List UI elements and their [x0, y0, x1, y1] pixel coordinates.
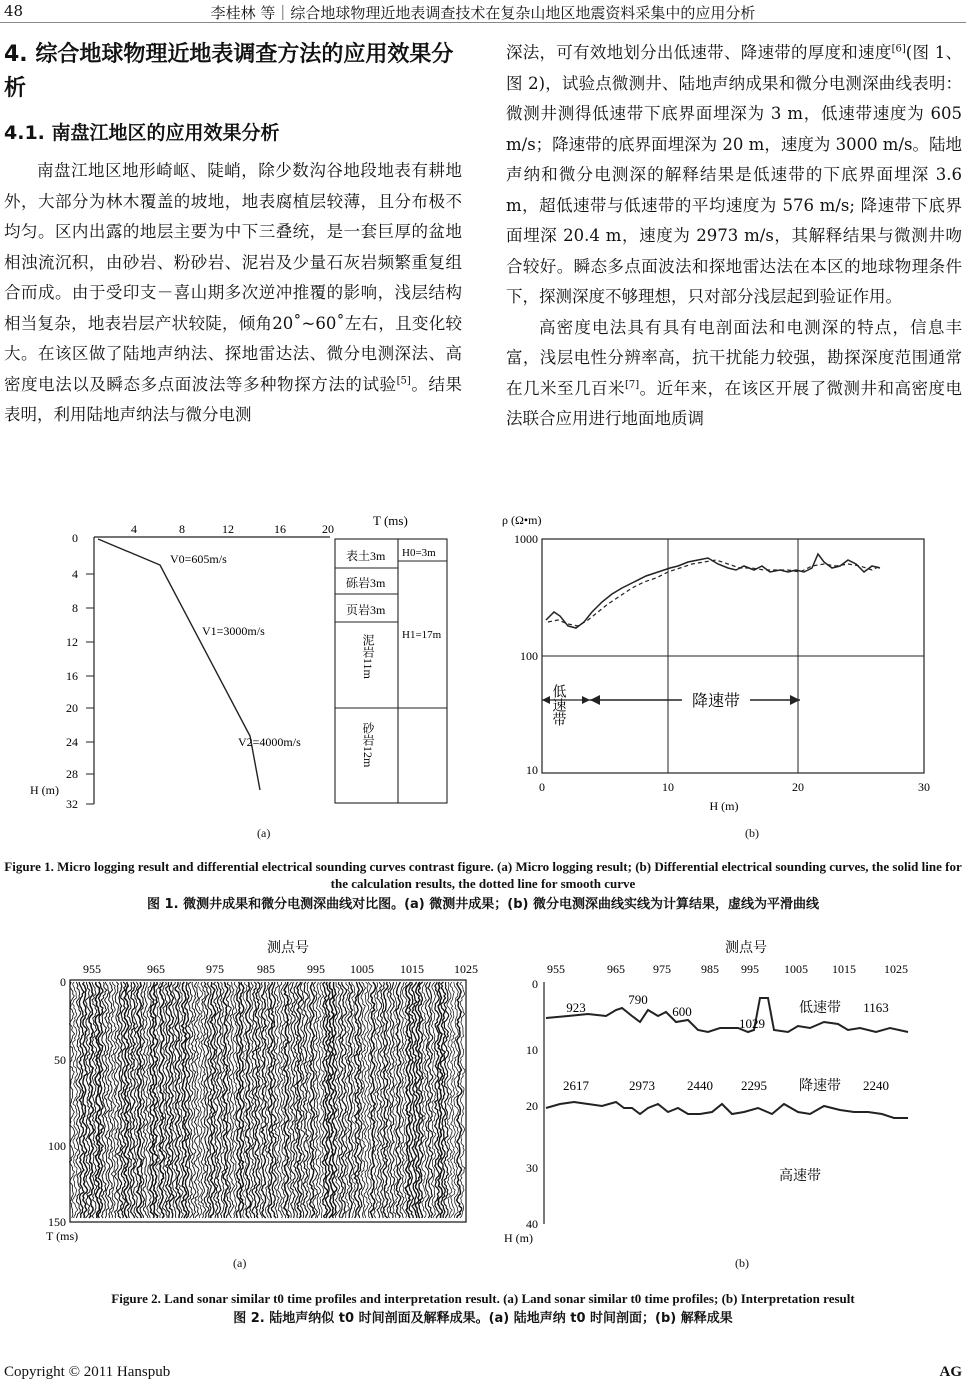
fig1b-y-tick: 100 [520, 649, 538, 663]
fig1b-smooth-curve [548, 560, 880, 626]
fig1a-v0-label: V0=605m/s [170, 552, 227, 566]
figure1a-micro-logging [28, 508, 458, 810]
seismic-trace [83, 982, 88, 1218]
fig2a-x-tick: 975 [206, 962, 224, 976]
fig1b-y-axis-label: ρ (Ω•m) [502, 513, 542, 527]
fig2b-lower-value: 2240 [863, 1078, 889, 1093]
fig2b-zone-high: 高速带 [779, 1169, 821, 1184]
figure2-caption-cn: 图 2. 陆地声纳似 t0 时间剖面及解释成果。(a) 陆地声纳 t0 时间剖面；(b) 解释成果 [233, 1311, 733, 1326]
fig2a-y-tick: 0 [60, 975, 66, 989]
figure2b-interpretation [498, 936, 942, 1248]
fig2b-x-tick: 955 [547, 962, 565, 976]
right-p2-body: 高密度电法具有具有电剖面法和电测深的特点，信息丰富，浅层电性分辨率高，抗干扰能力较强，勘探深度范围通常在几米至几百米 [506, 317, 962, 398]
figure1b-sounding-curves [498, 508, 942, 816]
citation-6: [6] [891, 43, 906, 55]
fig2b-x-tick: 975 [653, 962, 671, 976]
seismic-trace [165, 982, 170, 1218]
fig1a-v2-label: V2=4000m/s [238, 735, 301, 749]
fig1a-h-tick: 24 [66, 735, 78, 749]
fig1b-x-tick: 0 [539, 780, 545, 794]
right-p2-tail: 。近年来，在该区开展了微测井和高密度电法联合应用进行地面地质调 [506, 378, 963, 428]
seismic-trace [150, 982, 155, 1218]
fig2a-seismic-traces [69, 982, 465, 1218]
fig2a-label: (a) [233, 1256, 247, 1270]
left-paragraph [4, 156, 462, 431]
fig1a-h-tick: 20 [66, 701, 78, 715]
fig1b-x-tick: 20 [792, 780, 804, 794]
fig1b-label: (b) [745, 826, 759, 840]
fig2b-x-tick: 965 [607, 962, 625, 976]
fig1a-layer-mudstone: 泥岩11m [361, 634, 375, 679]
fig1a-velocity-curve [98, 539, 260, 790]
fig1a-t-ticks [131, 522, 334, 536]
figure1-caption-cn: 图 1. 微测井成果和微分电测深曲线对比图。(a) 微测井成果；(b) 微分电测深曲线实线为计算结果，虚线为平滑曲线 [147, 897, 819, 912]
fig1a-h-ticks [66, 531, 94, 810]
section-title: 4. 综合地球物理近地表调查方法的应用效果分析 [4, 42, 454, 101]
running-header [0, 0, 966, 23]
fig1b-x-axis-label: H (m) [709, 799, 739, 813]
fig1a-h-tick: 32 [66, 797, 78, 810]
fig1b-reduce-zone: 降速带 [691, 693, 741, 710]
fig2a-top-title: 测点号 [267, 941, 309, 956]
fig2a-x-tick: 1015 [400, 962, 424, 976]
fig1a-h-tick: 4 [72, 567, 78, 581]
figure2a-sonar-profile [40, 936, 486, 1248]
fig1a-h0: H0=3m [402, 547, 436, 559]
figure2-caption-en: Figure 2. Land sonar similar t0 time profiles and interpretation result. (a) Land sonar similar t0 time profiles; (b) Interpretation result [111, 1291, 855, 1306]
fig1a-h-axis-label: H (m) [30, 783, 59, 797]
fig2b-reduce-velocity-boundary [546, 1102, 908, 1118]
fig2b-zone-low: 低速带 [799, 1001, 841, 1016]
citation-5: [5] [396, 375, 411, 386]
fig1b-y-tick: 1000 [514, 532, 538, 546]
fig1a-layer-shale: 页岩3m [346, 603, 386, 617]
fig2b-upper-value: 600 [672, 1004, 692, 1019]
seismic-trace [348, 982, 353, 1218]
fig2b-y-tick: 20 [526, 1099, 538, 1113]
fig1a-h-tick: 28 [66, 767, 78, 781]
fig1b-x-tick: 30 [918, 780, 930, 794]
seismic-trace [406, 982, 411, 1218]
right-paragraph-1 [506, 38, 962, 313]
page-number: 48 [4, 2, 24, 20]
fig2a-x-ticks [83, 962, 478, 976]
fig1a-label: (a) [257, 826, 271, 840]
fig2b-x-tick: 1015 [832, 962, 856, 976]
fig2a-y-tick: 50 [54, 1053, 66, 1067]
page-footer [4, 1364, 962, 1381]
fig2a-x-tick: 1025 [454, 962, 478, 976]
fig2b-upper-value: 923 [566, 1000, 586, 1015]
fig1a-h-tick: 0 [72, 531, 78, 545]
fig1a-layer-conglomerate: 砾岩3m [346, 576, 386, 590]
fig1b-x-tick: 10 [662, 780, 674, 794]
fig2a-x-tick: 1005 [350, 962, 374, 976]
journal-abbrev: AG [939, 1364, 962, 1380]
fig1a-t-tick: 16 [274, 522, 286, 536]
fig2b-lower-value: 2295 [741, 1078, 767, 1093]
fig1a-layer-sandstone: 砂岩12m [361, 722, 375, 768]
running-title: 李桂林 等｜综合地球物理近地表调查技术在复杂山地区地震资料采集中的应用分析 [210, 4, 756, 22]
fig2b-y-axis-label: H (m) [504, 1231, 533, 1245]
subsection-title: 4.1. 南盘江地区的应用效果分析 [4, 122, 280, 144]
fig2b-upper-value: 790 [628, 992, 648, 1007]
fig1a-t-tick: 8 [179, 522, 185, 536]
fig2a-x-tick: 995 [307, 962, 325, 976]
right-column [506, 38, 962, 435]
fig1a-h-tick: 8 [72, 601, 78, 615]
fig1a-t-tick: 4 [131, 522, 137, 536]
fig2a-y-tick: 100 [48, 1139, 66, 1153]
copyright: Copyright © 2011 Hanspub [4, 1364, 171, 1380]
fig1a-h-tick: 12 [66, 635, 78, 649]
fig2b-y-tick: 40 [526, 1217, 538, 1231]
right-paragraph-2 [506, 313, 962, 435]
fig2b-top-title: 测点号 [725, 941, 767, 956]
fig1a-t-tick: 20 [322, 522, 334, 536]
fig1a-v1-label: V1=3000m/s [202, 624, 265, 638]
fig2b-lower-value: 2440 [687, 1078, 713, 1093]
fig1a-h1: H1=17m [402, 629, 442, 641]
fig2b-x-tick: 1025 [884, 962, 908, 976]
left-paragraph-body: 南盘江地区地形崎岖、陡峭，除少数沟谷地段地表有耕地外，大部分为林木覆盖的坡地，地表腐植层较薄，且分布极不均匀。区内出露的地层主要为中下三叠统，是一套巨厚的盆地相浊流沉积，由砂岩、粉砂岩、泥岩及少量石灰岩频繁重复组合而成。由于受印支－喜山期多次逆冲推覆的影响，浅层结构相当复杂，地表岩层产状较陡，倾角20˚~60˚左右，且变化较大。在该区做了陆地声纳法、探地雷达法、微分电测深法、高密度电法以及瞬态多点面波法等多种物探方法的试验 [4, 161, 462, 394]
fig1a-t-axis-label: T (ms) [373, 513, 408, 528]
seismic-trace [460, 982, 465, 1218]
fig1b-low-zone: 低速带 [550, 684, 566, 726]
fig2b-x-ticks [547, 962, 908, 976]
fig2a-x-tick: 955 [83, 962, 101, 976]
fig2b-x-tick: 985 [701, 962, 719, 976]
fig2b-upper-value: 1163 [863, 1000, 889, 1015]
fig2b-y-tick: 30 [526, 1161, 538, 1175]
fig2b-lower-value: 2973 [629, 1078, 655, 1093]
fig2b-y-tick: 0 [532, 977, 538, 991]
fig1a-h-tick: 16 [66, 669, 78, 683]
fig2b-low-velocity-boundary [546, 998, 908, 1032]
fig1b-y-tick: 10 [526, 763, 538, 777]
fig2a-y-axis-label: T (ms) [46, 1229, 79, 1243]
fig2b-lower-value: 2617 [563, 1078, 589, 1093]
fig2b-x-tick: 995 [741, 962, 759, 976]
citation-7: [7] [624, 379, 640, 390]
fig2a-x-tick: 985 [257, 962, 275, 976]
right-p1-body: 深法，可有效地划分出低速带、降速带的厚度和速度 [506, 43, 892, 62]
fig2a-y-tick: 150 [48, 1215, 66, 1229]
fig2a-x-tick: 965 [147, 962, 165, 976]
left-column [4, 38, 462, 431]
fig2b-upper-value: 1029 [739, 1016, 765, 1031]
fig2b-x-tick: 1005 [784, 962, 808, 976]
seismic-trace [73, 982, 78, 1218]
seismic-trace [274, 982, 279, 1218]
left-paragraph-tail: 。结果表明，利用陆地声纳法与微分电测 [4, 374, 463, 424]
fig2b-label: (b) [735, 1256, 749, 1270]
figure1-caption-en: Figure 1. Micro logging result and differential electrical sounding curves contrast figure. (a) Micro logging result; (b) Differential electrical sounding curves, the solid line for the calculation results, the dotted line for smooth curve [4, 859, 962, 891]
fig1a-layer-topsoil: 表土3m [346, 549, 386, 563]
fig1a-t-tick: 12 [222, 522, 234, 536]
fig2b-y-tick: 10 [526, 1043, 538, 1057]
right-p1-tail: (图 1、图 2)，试验点微测井、陆地声纳成果和微分电测深曲线表明：微测井测得低速带下底界面埋深为 3 m，低速带速度为 605 m/s；降速带的底界面埋深为 20 m，速度为 3000 m/s。陆地声纳和微分电测深的解释结果是低速带的下底界面埋深 3.6 m，超低速带与低速带的平均速度为 576 m/s; 降速带下底界面埋深 20.4 m，速度为 2973 m/s，其解释结果与微测井吻合较好。瞬态多点面波法和探地雷达法在本区的地球物理条件下，探测深度不够理想，只对部分浅层起到验证作用。 [506, 43, 963, 306]
seismic-trace [233, 982, 238, 1218]
fig2b-zone-reduce: 降速带 [799, 1079, 841, 1094]
